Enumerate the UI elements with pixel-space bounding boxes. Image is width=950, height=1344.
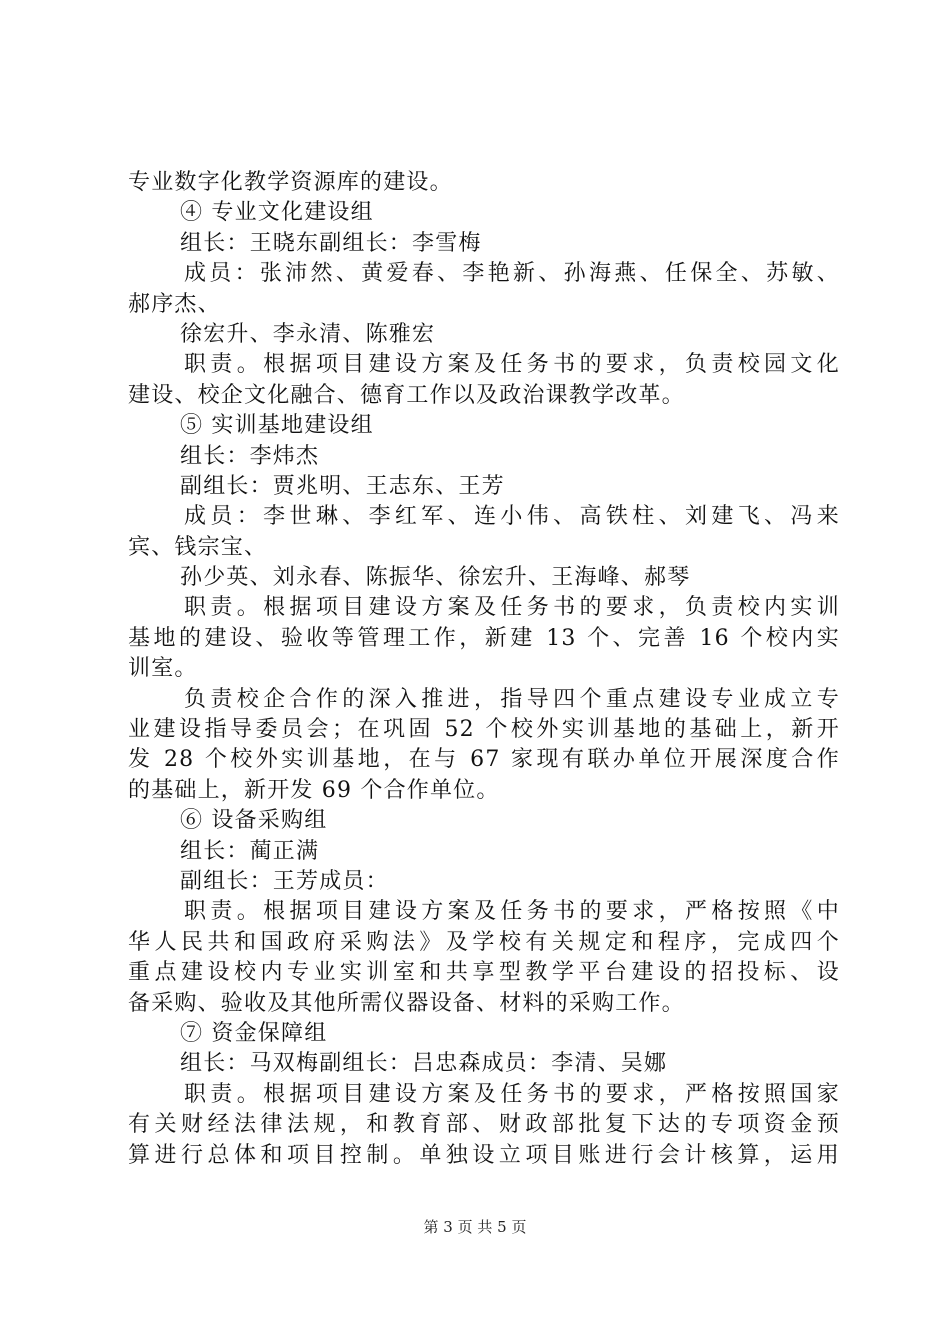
body-line: 副组长：贾兆明、王志东、王芳: [180, 473, 505, 499]
body-line: 副组长：王芳成员：: [180, 868, 389, 894]
body-line: 职责。根据项目建设方案及任务书的要求，负责校内实训: [184, 595, 840, 621]
body-line: 宾、钱宗宝、: [128, 534, 268, 560]
body-line: 华人民共和国政府采购法》及学校有关规定和程序，完成四个: [128, 929, 840, 955]
section-heading: ⑦ 资金保障组: [180, 1020, 328, 1046]
body-line: 发 28 个校外实训基地，在与 67 家现有联办单位开展深度合作: [128, 747, 840, 773]
body-line: 基地的建设、验收等管理工作，新建 13 个、完善 16 个校内实: [128, 625, 840, 651]
body-line: 组长：马双梅副组长：吕忠森成员：李清、吴娜: [180, 1051, 668, 1077]
section-heading: ⑥ 设备采购组: [180, 808, 328, 834]
section-heading: ④ 专业文化建设组: [180, 200, 374, 226]
body-line: 孙少英、刘永春、陈振华、徐宏升、王海峰、郝琴: [180, 565, 691, 591]
body-line: 重点建设校内专业实训室和共享型教学平台建设的招投标、设: [128, 960, 840, 986]
document-body: [128, 168, 840, 1171]
body-line: 算进行总体和项目控制。单独设立项目账进行会计核算，运用: [128, 1142, 840, 1168]
body-line: 业建设指导委员会；在巩固 52 个校外实训基地的基础上，新开: [128, 717, 840, 743]
body-line: 负责校企合作的深入推进，指导四个重点建设专业成立专: [184, 686, 840, 712]
body-line: 郝序杰、: [128, 291, 221, 317]
body-line: 组长：李炜杰: [180, 443, 320, 469]
body-line: 职责。根据项目建设方案及任务书的要求，负责校园文化: [184, 352, 840, 378]
body-line: 成员：李世琳、李红军、连小伟、高铁柱、刘建飞、冯来: [184, 504, 840, 530]
page-footer: 第 3 页 共 5 页: [423, 1218, 527, 1236]
body-line: 组长：蔺正满: [180, 838, 320, 864]
body-line: 组长：王晓东副组长：李雪梅: [180, 230, 482, 256]
body-line: 成员：张沛然、黄爱春、李艳新、孙海燕、任保全、苏敏、: [184, 261, 840, 287]
section-heading: ⑤ 实训基地建设组: [180, 413, 374, 439]
body-line: 徐宏升、李永清、陈雅宏: [180, 321, 436, 347]
body-line: 建设、校企文化融合、德育工作以及政治课教学改革。: [128, 382, 685, 408]
body-line: 训室。: [128, 656, 198, 682]
body-line: 备采购、验收及其他所需仪器设备、材料的采购工作。: [128, 990, 685, 1016]
body-line: 的基础上，新开发 69 个合作单位。: [128, 777, 500, 803]
body-line: 职责。根据项目建设方案及任务书的要求，严格按照国家: [184, 1081, 840, 1107]
body-line: 职责。根据项目建设方案及任务书的要求，严格按照《中: [184, 899, 840, 925]
body-line: 专业数字化教学资源库的建设。: [128, 170, 453, 195]
body-line: 有关财经法律法规，和教育部、财政部批复下达的专项资金预: [128, 1112, 840, 1138]
